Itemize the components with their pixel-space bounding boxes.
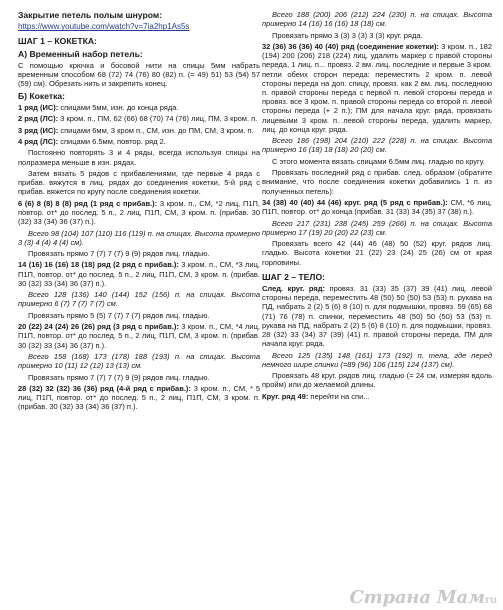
row-label: 2 ряд (ЛС):: [18, 114, 59, 124]
paragraph: 32 (36) 36 (36) 40 (40) ряд (соединение кокетки): 3 кром. п., 182 (194) 200 (206) 218 (224) лиц, удалить маркер с правой стороны переда, 1 лиц. п... провяз. 2 вм. лиц. последние и первые 3 кром. петли обеих сторон переда: переместить 2 кром. п. левой стороны переда на доп. спицу, провяз. как 2 вм. лиц. последнюю п. правой стороны переда с первой п. левой стороны переда и провяз. все 3 кром. п. правой стороны переда со второй п. левой стороны переда (+ 2 п.); ПМ для начала круг. ряда, провязать лицевыми 3 кром. п. левой стороны переда, удалить маркер, лиц. до конца круг. ряда.: [262, 41, 492, 134]
row-label: 14 (16) 16 (16) 18 (18) ряд (2 ряд с прибав.):: [18, 260, 179, 270]
section-heading: Б) Кокетка:: [18, 90, 66, 101]
paragraph: 1 ряд (ИС): спицами 5мм, изн. до конца ряда.: [18, 102, 179, 112]
row-label: Круг. ряд 49:: [262, 391, 309, 401]
row-label: След. круг. ряд:: [262, 283, 326, 293]
paragraph: Всего 128 (136) 140 (144) 152 (156) п. на спицах. Высота примерно 6 (7) 7 (7) 7 (7) см.: [18, 290, 260, 309]
row-label: 4 ряд (ЛС):: [18, 136, 59, 146]
paragraph: Провязать всего 42 (44) 46 (48) 50 (52) круг. рядов лиц. гладью. Высота кокетки 21 (22) 23 (24) 25 (26) см от края горловины.: [262, 239, 492, 267]
paragraph: Всего 186 (198) 204 (210) 222 (228) п. на спицах. Высота примерно 16 (18) 18 (18) 20 (20) см.: [262, 136, 492, 155]
paragraph: Постоянно повторять 3 и 4 ряды, всегда используя спицы на полразмера меньше в изн. рядах.: [18, 148, 260, 167]
row-label: 34 (38) 40 (40) 44 (46) круг. ряд (5 ряд с прибав.):: [262, 197, 448, 207]
video-link[interactable]: https://www.youtube.com/watch?v=7ia2hp1As5s: [18, 22, 190, 32]
paragraph: 4 ряд (ЛС): спицами 6.5мм, повтор. ряд 2.: [18, 136, 166, 146]
row-label: 3 ряд (ИС):: [18, 125, 59, 135]
paragraph: 28 (32) 32 (32) 36 (36) ряд (4-й ряд с прибав.): 3 кром. п., СМ, * 5 лиц, П1П, повтор. от* до послед. 5 п., 2 лиц, П1П, СМ, 3 кром. п. (прибав. 30 (32) 33 (34) 36 (37) п.).: [18, 384, 260, 412]
paragraph: Всего 188 (200) 206 (212) 224 (230) п. на спицах. Высота примерно 14 (16) 16 (16) 18 (18) см.: [262, 10, 492, 29]
watermark-text: Страна Мам: [349, 587, 485, 608]
paragraph: С помощью крючка и босовой нити на спицы 5мм набрать временным способом 68 (72) 74 (76) 80 (82) п. (= 49) 51) 53 (54) 57 (59) см). Обрезать нить и закрепить конец.: [18, 60, 260, 89]
section-heading: Закрытие петель полым шнуром:: [18, 10, 163, 20]
paragraph: Провязать последний ряд с прибав. след. образом (обратите внимание, что после соединения кокетки добавились 1 п. из полученных петель):: [262, 168, 492, 196]
paragraph: 2 ряд (ЛС): 3 кром. п., ПМ, 62 (66) 68 (70) 74 (76) лиц, ПМ, 3 кром. п.: [18, 114, 258, 124]
paragraph: След. круг. ряд: провяз. 31 (33) 35 (37) 39 (41) лиц. левой стороны переда, переместить 48 (50) 50 (50) 53 (53) п. рукава на ПД, набрать 2 (2) 5 (6) 8 (10) п. для подмышки, провяз. 59 (65) 68 (71) 76 (78) п. спинки, переместить 48 (50) 50 (50) 53 (53) п. рукава на ПД, набрать 2 (2) 5 (6) 8 (10) п. для подмышки, провяз. 28 (32) 33 (34) 37 (39) (41) п. правой стороны переда, ПМ для начала круг. ряда.: [262, 283, 492, 349]
section-heading: ШАГ 1 – КОКЕТКА:: [18, 36, 97, 47]
paragraph: Всего 158 (168) 173 (178) 188 (193) п. на спицах. Высота примерно 10 (11) 12 (12) 13 (13) см.: [18, 352, 260, 371]
paragraph: Всего 217 (231) 238 (245) 259 (266) п. на спицах. Высота примерно 17 (19) 20 (20) 22 (23) см.: [262, 218, 492, 237]
row-label: 28 (32) 32 (32) 36 (36) ряд (4-й ряд с прибав.):: [18, 384, 191, 394]
watermark: [349, 587, 497, 608]
paragraph: Провязать прямо 3 (3) 3 (3) 3 (3) круг. ряда.: [272, 30, 423, 40]
paragraph: Круг. ряд 49: перейти на спи...: [262, 391, 370, 401]
paragraph: Провязать прямо 7 (7) 7 (7) 9 (9) рядов лиц. гладью.: [28, 372, 210, 382]
watermark-suffix: ru: [484, 595, 497, 606]
paragraph: 34 (38) 40 (40) 44 (46) круг. ряд (5 ряд с прибав.): СМ, *6 лиц, П1П, повтор. от* до конца (прибав. 31 (33) 34 (35) 37 (38) п.).: [262, 197, 492, 217]
right-column: [262, 10, 492, 403]
paragraph: С этого момента вязать спицами 6.5мм лиц. гладью по кругу.: [272, 156, 485, 166]
row-label: 1 ряд (ИС):: [18, 102, 59, 112]
paragraph: 6 (6) 8 (8) 8 (8) ряд (1 ряд с прибав.): 3 кром. п., СМ, *2 лиц, П1П, повтор. от* до послед. 5 п., 2 лиц, П1П, СМ, 3 кром. п. (прибав. 30 (32) 33 (34) 36 (37) п.).: [18, 198, 260, 227]
paragraph: Провязать прямо 5 (5) 7 (7) 7 (7) рядов лиц. гладью.: [28, 310, 210, 320]
left-column: [18, 10, 260, 414]
paragraph: Всего 125 (135) 148 (161) 173 (192) п. тела, где перед немного шире спинки (=89 (96) 106 (115) 124 (137) см).: [262, 350, 492, 369]
row-label: 6 (6) 8 (8) 8 (8) ряд (1 ряд с прибав.):: [18, 198, 158, 208]
row-label: 20 (22) 24 (24) 26 (26) ряд (3 ряд с прибав.):: [18, 322, 179, 332]
paragraph: Всего 98 (104) 107 (110) 116 (119) п. на спицах. Высота примерно 3 (3) 4 (4) 4 (4) см).: [18, 228, 260, 247]
paragraph: 14 (16) 16 (16) 18 (18) ряд (2 ряд с прибав.): 3 кром. п., СМ, *3 лиц, П1П, повтор. от* до послед. 5 п., 2 лиц, П1П, СМ, 3 кром. п. (прибав. 30 (32) 33 (34) 36 (37) п.).: [18, 260, 261, 288]
row-label: 32 (36) 36 (36) 40 (40) ряд (соединение кокетки):: [262, 41, 439, 51]
paragraph: 20 (22) 24 (24) 26 (26) ряд (3 ряд с прибав.): 3 кром. п., СМ, *4 лиц, П1П, повтор. от* до послед. 5 п., 2 лиц, П1П, СМ, 3 кром. п. (прибав. 30 (32) 33 (34) 36 (37) п.).: [18, 322, 261, 350]
paragraph: Провязать прямо 7 (7) 7 (7) 9 (9) рядов лиц. гладью.: [28, 249, 210, 259]
section-heading: ШАГ 2 – ТЕЛО:: [262, 271, 325, 282]
paragraph: Затем вязать 5 рядов с прибавлениями, где первые 4 ряда с прибав. вяжутся в лиц. рядах до соединения кокетки, 5-й ряд с прибав. вяжется по кругу после соединения кокетки.: [18, 168, 260, 197]
section-heading: А) Временный набор петель:: [18, 48, 143, 59]
paragraph: 3 ряд (ИС): спицами 6мм, 3 кром п., СМ, изн. до ПМ, СМ, 3 кром. п.: [18, 125, 254, 135]
paragraph: Провязать 48 круг. рядов лиц. гладью (= 24 см, измеряя вдоль пройм) или до желаемой длины.: [262, 371, 492, 390]
